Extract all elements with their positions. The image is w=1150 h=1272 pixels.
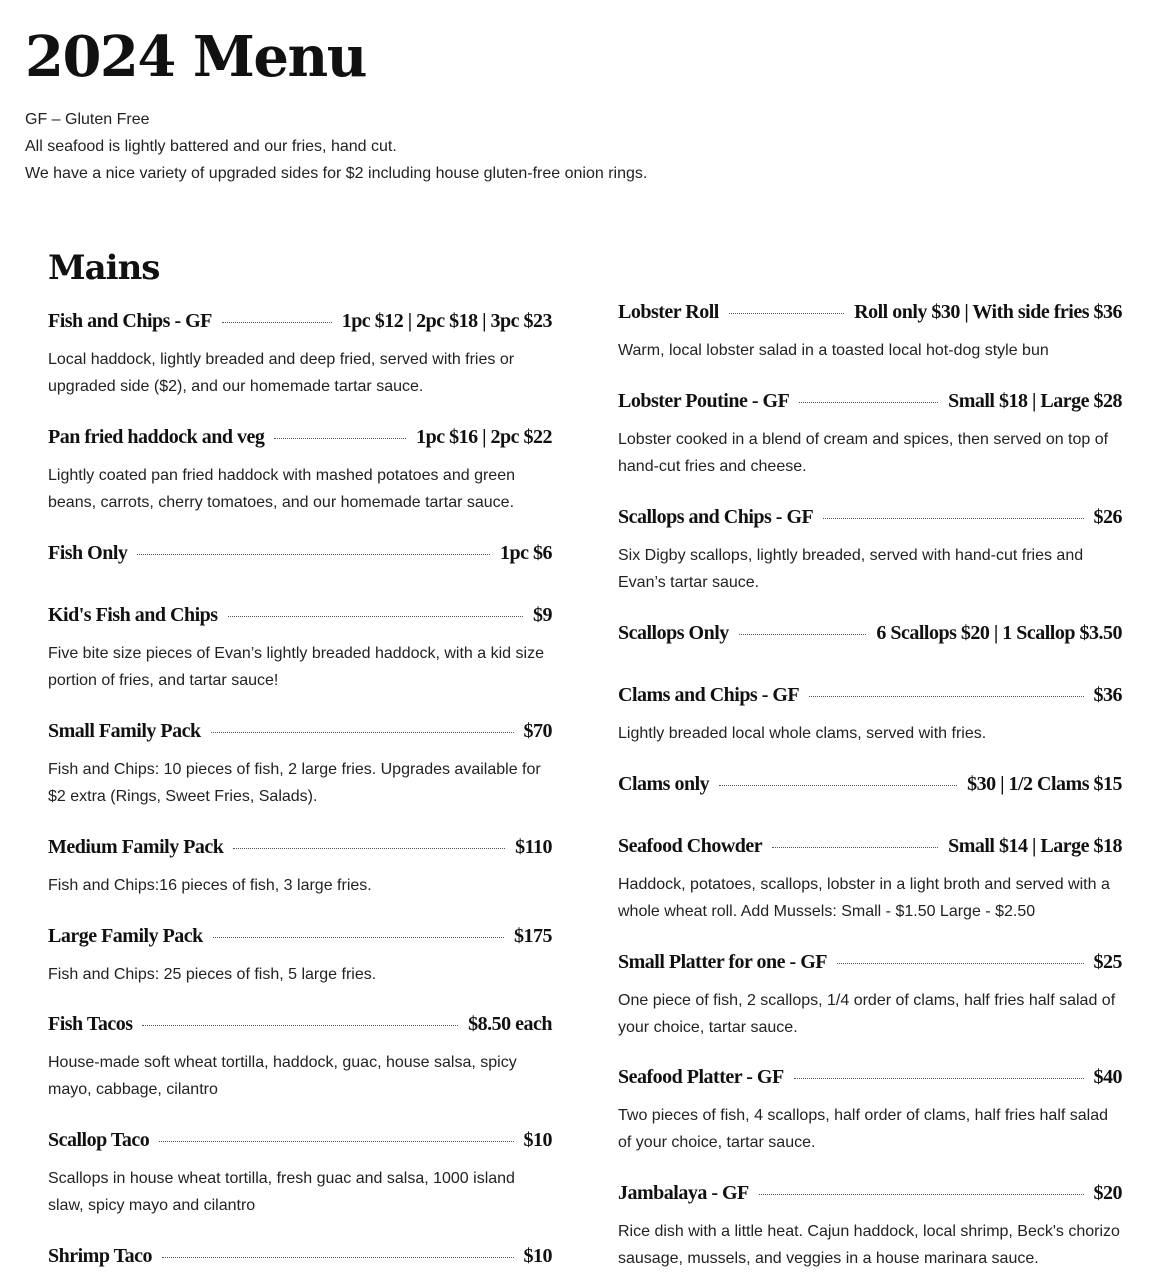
menu-item [48,1244,552,1268]
note-gluten-free: GF – Gluten Free [25,111,150,128]
menu-item [48,719,552,810]
item-name: Small Family Pack [48,720,201,742]
menu-item [618,300,1122,364]
dot-leader [837,963,1084,964]
item-name: Fish Only [48,542,128,564]
item-name: Lobster Roll [618,301,719,323]
item-price: Roll only $30 | With side fries $36 [854,301,1122,323]
item-price: $30 | 1/2 Clams $15 [967,773,1122,795]
menu-item [48,1128,552,1219]
section-title-mains: Mains [48,248,160,288]
item-name: Scallop Taco [48,1129,150,1151]
item-description: Warm, local lobster salad in a toasted local hot-dog style bun [618,342,1049,359]
item-description: Six Digby scallops, lightly breaded, served with hand-cut fries and Evan’s tartar sauce. [618,547,1084,591]
dot-leader [759,1194,1084,1195]
dot-leader [719,785,957,786]
dot-leader [799,402,938,403]
item-description: Five bite size pieces of Evan’s lightly breaded haddock, with a kid size portion of fries, and tartar sauce! [48,645,544,689]
item-name: Pan fried haddock and veg [48,426,265,448]
item-price: $25 [1093,951,1122,973]
item-price: $70 [523,720,552,742]
item-name: Clams only [618,773,710,795]
item-description: Lightly breaded local whole clams, served with fries. [618,725,987,742]
dot-leader [274,438,406,439]
menu-item [48,425,552,516]
item-name: Seafood Chowder [618,835,763,857]
dot-leader [228,616,523,617]
item-description: Lobster cooked in a blend of cream and spices, then served on top of hand-cut fries and cheese. [618,431,1109,475]
menu-notes [25,106,647,187]
item-price: $110 [515,836,552,858]
item-description: Fish and Chips:16 pieces of fish, 3 large fries. [48,877,372,894]
note-sides: We have a nice variety of upgraded sides for $2 including house gluten-free onion rings. [25,165,648,182]
dot-leader [142,1025,458,1026]
menu-item [48,603,552,694]
menu-item [48,309,552,400]
page-title: 2024 Menu [25,24,366,90]
item-description: Rice dish with a little heat. Cajun haddock, local shrimp, Beck's chorizo sausage, mussels, and veggies in a house marinara sauce. [618,1223,1120,1267]
menu-item [618,621,1122,645]
menu-item [618,1181,1122,1272]
item-description: House-made soft wheat tortilla, haddock, guac, house salsa, spicy mayo, cabbage, cilantro [48,1054,517,1098]
item-price: $26 [1093,506,1122,528]
item-description: Scallops in house wheat tortilla, fresh guac and salsa, 1000 island slaw, spicy mayo and cilantro [48,1170,515,1214]
dot-leader [809,696,1083,697]
item-name: Large Family Pack [48,925,203,947]
menu-item [48,541,552,565]
menu-item [618,834,1122,925]
menu-item [618,505,1122,596]
item-name: Medium Family Pack [48,836,224,858]
menu-item [618,772,1122,796]
dot-leader [222,322,332,323]
dot-leader [823,518,1083,519]
item-price: $9 [533,604,552,626]
item-price: 1pc $6 [500,542,552,564]
menu-item [618,950,1122,1041]
menu-item [618,1065,1122,1156]
item-price: $175 [514,925,552,947]
item-description: One piece of fish, 2 scallops, 1/4 order of clams, half fries half salad of your choice, tartar sauce. [618,992,1116,1036]
item-description: Lightly coated pan fried haddock with mashed potatoes and green beans, carrots, cherry tomatoes, and our homemade tartar sauce. [48,467,515,511]
dot-leader [162,1257,514,1258]
item-price: $10 [523,1129,552,1151]
item-price: $36 [1093,684,1122,706]
item-price: $40 [1093,1066,1122,1088]
item-name: Small Platter for one - GF [618,951,827,973]
dot-leader [772,847,938,848]
item-description: Fish and Chips: 10 pieces of fish, 2 large fries. Upgrades available for $2 extra (Rings, Sweet Fries, Salads). [48,761,541,805]
item-price: $8.50 each [468,1013,552,1035]
item-description: Haddock, potatoes, scallops, lobster in a light broth and served with a whole wheat roll. Add Mussels: Small - $1.50 Large - $2.50 [618,876,1110,920]
dot-leader [739,634,867,635]
menu-item [48,835,552,899]
dot-leader [233,848,505,849]
menu-item [48,924,552,988]
item-name: Lobster Poutine - GF [618,390,790,412]
item-name: Jambalaya - GF [618,1182,749,1204]
item-description: Fish and Chips: 25 pieces of fish, 5 large fries. [48,966,377,983]
item-name: Seafood Platter - GF [618,1066,784,1088]
dot-leader [729,313,844,314]
item-price: 1pc $16 | 2pc $22 [416,426,552,448]
item-name: Clams and Chips - GF [618,684,800,706]
dot-leader [794,1078,1084,1079]
item-price: $20 [1093,1182,1122,1204]
dot-leader [211,732,514,733]
item-name: Fish and Chips - GF [48,310,212,332]
menu-item [618,389,1122,480]
dot-leader [137,554,490,555]
item-description: Local haddock, lightly breaded and deep fried, served with fries or upgraded side ($2), and our homemade tartar sauce. [48,351,515,395]
item-price: Small $18 | Large $28 [948,390,1122,412]
item-name: Shrimp Taco [48,1245,152,1267]
item-price: 1pc $12 | 2pc $18 | 3pc $23 [341,310,552,332]
item-name: Kid's Fish and Chips [48,604,218,626]
item-description: Two pieces of fish, 4 scallops, half order of clams, half fries half salad of your choice, tartar sauce. [618,1107,1109,1151]
dot-leader [213,937,504,938]
item-name: Fish Tacos [48,1013,133,1035]
menu-item [618,683,1122,747]
item-price: 6 Scallops $20 | 1 Scallop $3.50 [876,622,1122,644]
menu-item [48,1012,552,1103]
note-seafood: All seafood is lightly battered and our fries, hand cut. [25,138,397,155]
item-price: $10 [523,1245,552,1267]
dot-leader [159,1141,513,1142]
item-name: Scallops Only [618,622,729,644]
item-name: Scallops and Chips - GF [618,506,814,528]
item-price: Small $14 | Large $18 [948,835,1122,857]
